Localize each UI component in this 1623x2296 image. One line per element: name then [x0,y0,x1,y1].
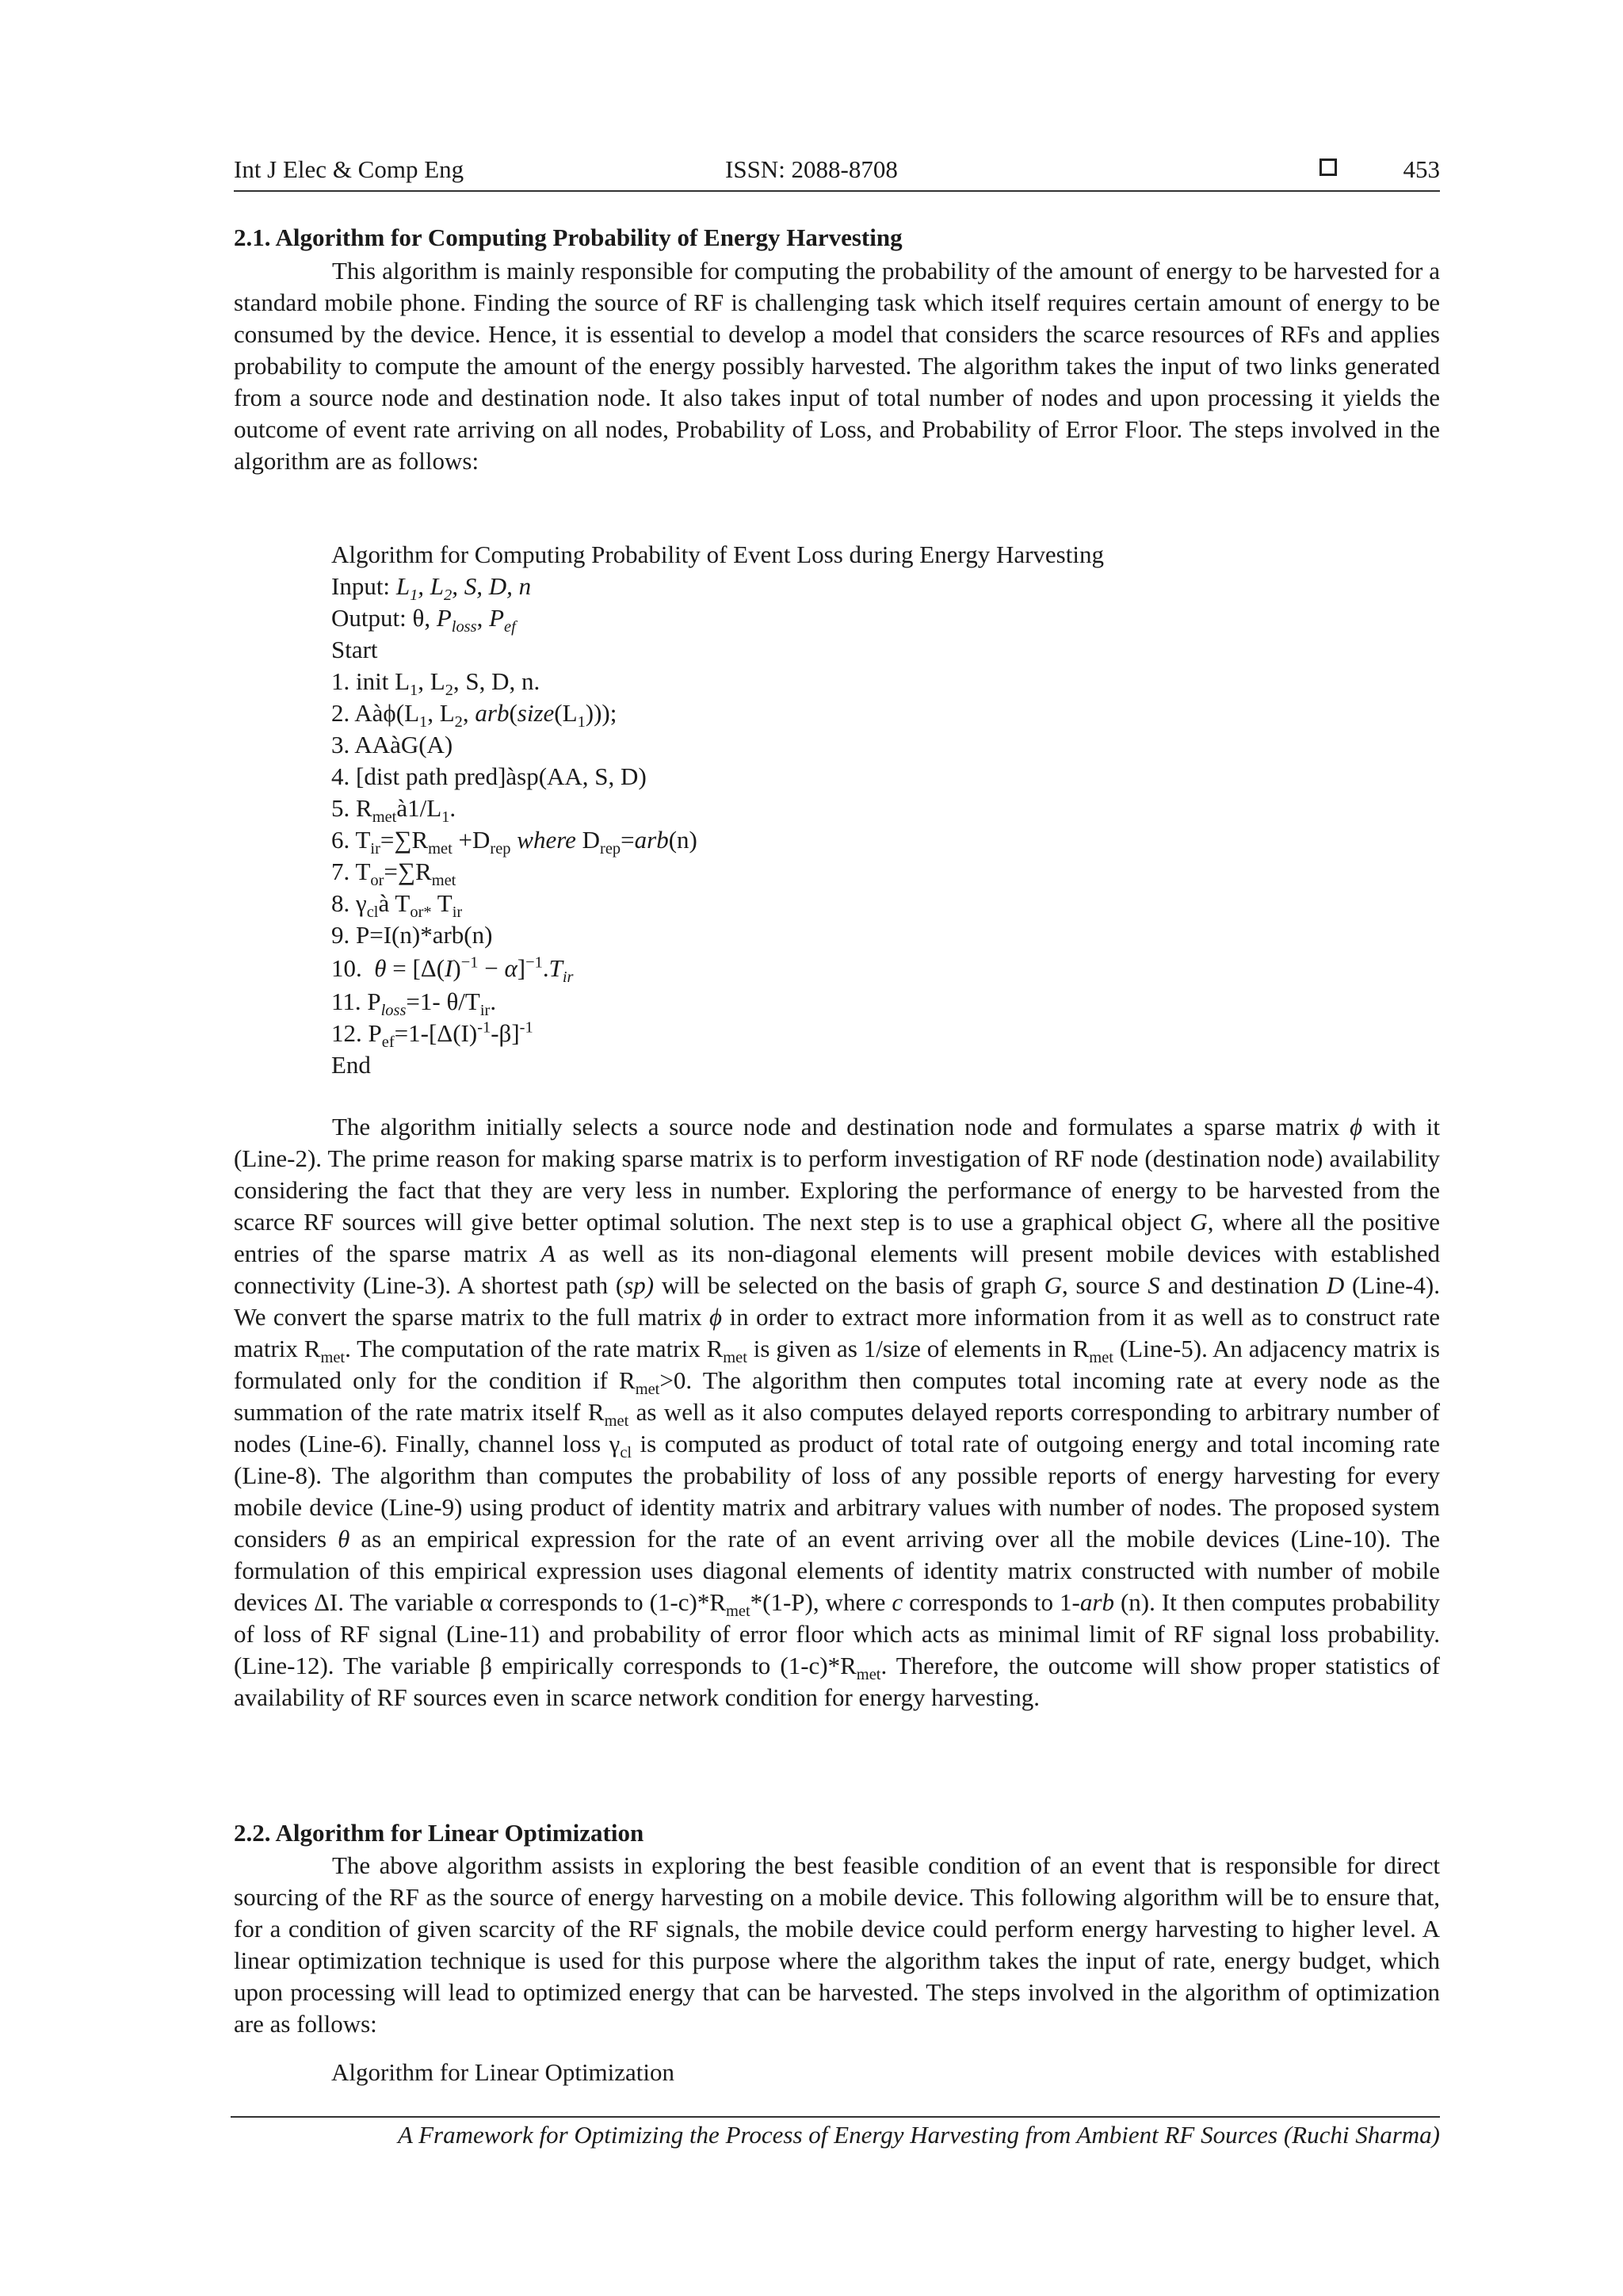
section-heading-2-2: 2.2. Algorithm for Linear Optimization [234,1819,644,1847]
algorithm-1-step-5: 5. $R_{met}à1/L_1$. [331,794,456,827]
algorithm-1-step-1: 1. init $L_1$, $L_2$, S, D, n. [331,667,540,700]
algorithm-1-step-11: 11. $P_{loss}=1-$ $\theta/T_{ir}$. [331,988,497,1020]
algorithm-1-input: Input: $L_1$, $L_2$, S, D, n [331,572,532,605]
journal-name: Int J Elec & Comp Eng [234,155,464,183]
checkbox-square-icon [1319,159,1337,176]
algorithm-1-step-2: 2. $Aà\phi(L_1$, $L_2$, $arb(size(L_1))$); [331,699,617,732]
algorithm-1-block [331,539,1104,1081]
algorithm-1-step-7: 7. $T_{or}=\sum R_{met}$ [331,858,456,890]
footer-rule [231,2116,1440,2118]
algorithm-1-step-6: 6. $T_{ir}=\sum R_{met} +D_{rep}$ where $D_{rep}=arb(n)$ [331,826,697,858]
algorithm-1-step-4: 4. [dist path pred]àsp(AA, S, D) [331,762,647,790]
algorithm-1-step-9: 9. P=I(n)*arb(n) [331,921,493,949]
algorithm-1-output: Output: θ, $P_{loss}$, $P_{ef}$ [331,604,516,636]
algorithm-1-step-12: 12. $P_{ef}=1-[\Delta(I)^{-1}-\beta]^{-1}$ [331,1018,533,1052]
algorithm-2-title: Algorithm for Linear Optimization [331,2058,675,2086]
algorithm-1-step-10: 10. $\theta = [\Delta(I)^{-1} - \alpha]^{-1}.T_{ir}$ [331,953,574,987]
algorithm-1-start: Start [331,636,378,663]
section-2-1-intro: This algorithm is mainly responsible for computing the probability of the amount of energy to be harvested for a standard mobile phone. Finding the source of RF is challenging task which itself requires certain amount of energy to be consumed by the device. Hence, it is essential to develop a model that considers the scarce resources of RFs and applies probability to compute the amount of the energy possibly harvested. The algorithm takes the input of two links generated from a source node and destination node. It also takes input of total number of nodes and upon processing it yields the outcome of event rate arriving on all nodes, Probability of Loss, and Probability of Error Floor. The steps involved in the algorithm are as follows: [234,257,1440,475]
section-2-1-explanation: The algorithm initially selects a source node and destination node and formulates a sparse matrix ϕ with it (Line-2). The prime reason for making sparse matrix is to perform investigation of RF node (destination node) availability considering the fact that they are very less in number. Exploring the performance of energy to be harvested from the scarce RF sources will give better optimal solution. The next step is to use a graphical object G, where all the positive entries of the sparse matrix A as well as its non-diagonal elements will present mobile devices with established connectivity (Line-3). A shortest path (sp) will be selected on the basis of graph G, source S and destination D (Line-4). We convert the sparse matrix to the full matrix ϕ in order to extract more information from it as well as to construct rate matrix $R_{met}$. The computation of the rate matrix $R_{met}$ is given as 1/size of elements in $R_{met}$ (Line-5). An adjacency matrix is formulated only for the condition if $R_{met}>0$. The algorithm then computes total incoming rate at every node as the summation of the rate matrix itself $R_{met}$ as well as it also computes delayed reports corresponding to arbitrary number of nodes (Line-6). Finally, channel loss $\gamma_{cl}$ is computed as product of total rate of outgoing energy and total incoming rate (Line-8). The algorithm than computes the probability of loss of any possible reports of energy harvesting for every mobile device (Line-9) using product of identity matrix and arbitrary values with number of nodes. The proposed system considers θ as an empirical expression for the rate of an event arriving over all the mobile devices (Line-10). The formulation of this empirical expression uses diagonal elements of identity matrix constructed with number of mobile devices ΔI. The variable α corresponds to $(1-c)*R_{met}*(1-P)$, where c corresponds to 1-arb (n). It then computes probability of loss of RF signal (Line-11) and probability of error floor which acts as minimal limit of RF signal loss probability. (Line-12). The variable β empirically corresponds to $(1-c)*R_{met}$. Therefore, the outcome will show proper statistics of availability of RF sources even in scarce network condition for energy harvesting. [234,1113,1441,1711]
algorithm-1-step-3: 3. AAàG(A) [331,731,453,758]
issn: ISSN: 2088-8708 [725,155,898,183]
algorithm-1-title: Algorithm for Computing Probability of Event Loss during Energy Harvesting [331,541,1104,568]
running-header [234,155,1440,192]
algorithm-1-step-8: 8. $\gamma_{cl}à$ $T_{or*}$ $T_{ir}$ [331,889,463,922]
running-footer: A Framework for Optimizing the Process of Energy Harvesting from Ambient RF Sources (Ruchi Sharma) [397,2121,1440,2149]
section-heading-2-1: 2.1. Algorithm for Computing Probability of Energy Harvesting [234,223,903,251]
algorithm-1-end: End [331,1051,371,1079]
page-number: 453 [1403,155,1440,183]
section-2-2-intro: The above algorithm assists in exploring the best feasible condition of an event that is responsible for direct sourcing of the RF as the source of energy harvesting on a mobile device. This following algorithm will be to ensure that, for a condition of given scarcity of the RF signals, the mobile device could perform energy harvesting to higher level. A linear optimization technique is used for this purpose where the algorithm takes the input of rate, energy budget, which upon processing will lead to optimized energy that can be harvested. The steps involved in the algorithm of optimization are as follows: [234,1851,1440,2038]
